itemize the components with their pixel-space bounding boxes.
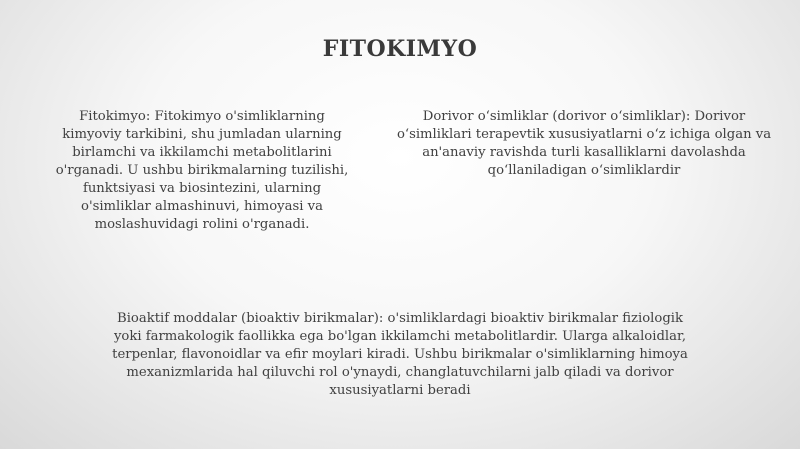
bioactive-substances-text-block: Bioaktif moddalar (bioaktiv birikmalar): o'simliklardagi bioaktiv birikmalar fiziologik yoki farmakologik faollikka ega bo'lgan ikkilamchi metabolitlardir. Ularga alkaloidlar, terpenlar, flavonoidlar va efir moylari kiradi. Ushbu birikmalar o'simliklarning himoya mexanizmlarida hal qiluvchi rol o'ynaydi, changlatuvchilarni jalb qiladi va dorivor xususiyatlarni beradi [112, 311, 688, 398]
medicinal-plants-text-block: Dorivor oʻsimliklar (dorivor oʻsimliklar): Dorivor oʻsimliklari terapevtik xususiyatlarni oʻz ichiga olgan va an'anaviy ravishda turli kasalliklarni davolashda qoʻllaniladigan oʻsimliklardir [396, 109, 772, 178]
phytochemistry-text-block: Fitokimyo: Fitokimyo o'simliklarning kimyoviy tarkibini, shu jumladan ularning birlamchi va ikkilamchi metabolitlarini o'rganadi. U ushbu birikmalarning tuzilishi, funktsiyasi va biosintezini, ularning o'simliklar almashinuvi, himoyasi va moslashuvidagi rolini o'rganadi. [55, 109, 349, 232]
slide-title: FITOKIMYO [322, 36, 478, 62]
